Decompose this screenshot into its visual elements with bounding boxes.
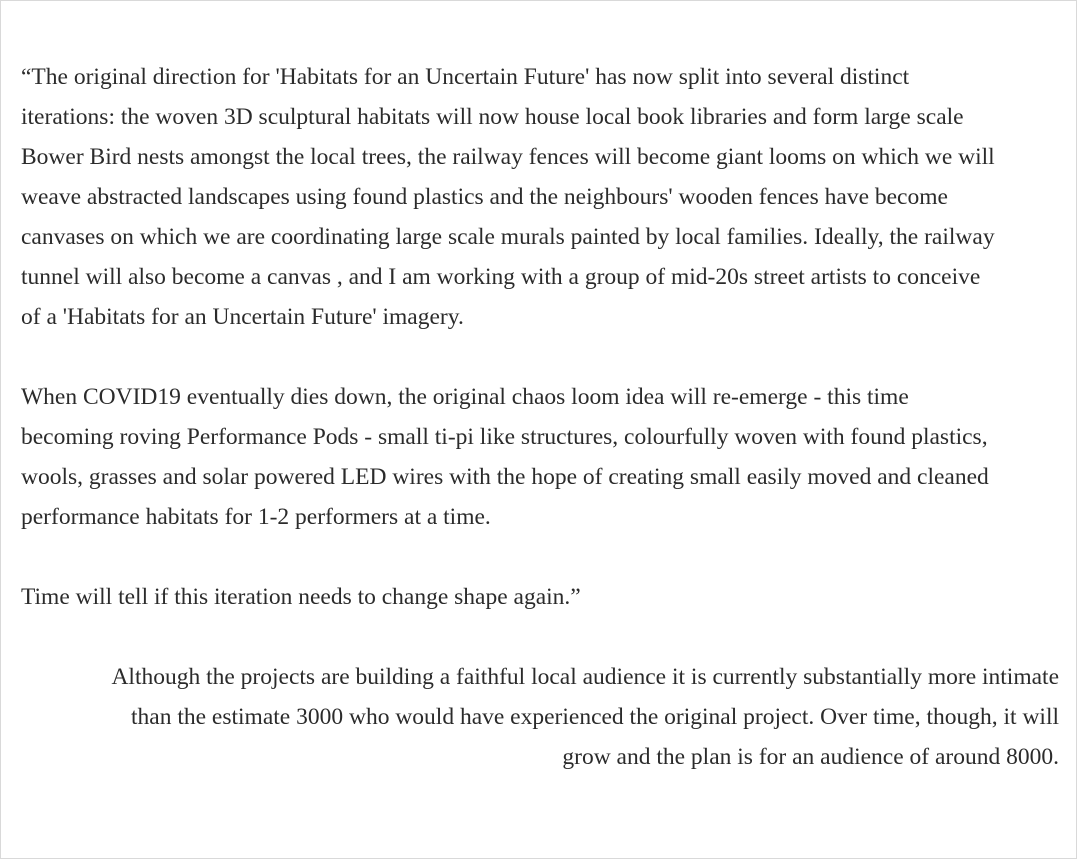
text-line: tunnel will also become a canvas , and I am working with a group of mid-20s street artists to conceive <box>21 264 981 290</box>
text-line: becoming roving Performance Pods - small ti-pi like structures, colourfully woven with found plastics, <box>21 424 988 450</box>
text-line: than the estimate 3000 who would have experienced the original project. Over time, though, it will <box>131 704 1059 730</box>
quote-paragraph-2 <box>21 377 1061 537</box>
text-line: weave abstracted landscapes using found plastics and the neighbours' wooden fences have become <box>21 184 948 210</box>
text-line: Although the projects are building a faithful local audience it is currently substantially more intimate <box>111 664 1059 690</box>
quote-paragraph-1 <box>21 57 1061 337</box>
text-line: Bower Bird nests amongst the local trees, the railway fences will become giant looms on which we will <box>21 144 995 170</box>
text-line: iterations: the woven 3D sculptural habitats will now house local book libraries and form large scale <box>21 104 964 130</box>
document-body <box>21 57 1061 777</box>
paragraph-spacer <box>21 617 1061 657</box>
text-line: of a 'Habitats for an Uncertain Future' imagery. <box>21 304 464 330</box>
quote-paragraph-3 <box>21 577 1061 617</box>
text-line: “The original direction for 'Habitats for an Uncertain Future' has now split into several distinct <box>21 64 910 90</box>
text-line: When COVID19 eventually dies down, the original chaos loom idea will re-emerge - this time <box>21 384 909 410</box>
text-line: performance habitats for 1-2 performers at a time. <box>21 504 491 530</box>
summary-paragraph <box>21 657 1061 777</box>
paragraph-spacer <box>21 537 1061 577</box>
text-line: Time will tell if this iteration needs to change shape again.” <box>21 584 581 610</box>
text-line: canvases on which we are coordinating large scale murals painted by local families. Ideally, the railway <box>21 224 995 250</box>
paragraph-spacer <box>21 337 1061 377</box>
text-line: grow and the plan is for an audience of around 8000. <box>562 744 1059 770</box>
text-line: wools, grasses and solar powered LED wires with the hope of creating small easily moved and cleaned <box>21 464 989 490</box>
